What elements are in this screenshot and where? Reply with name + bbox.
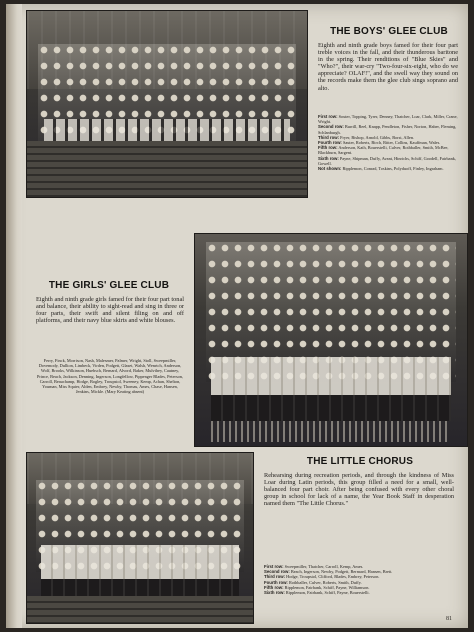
boys-row-7: Not shown: Ripplemon, Conrad, Toskins, Polyduoff, Finley, Ingraham. (318, 166, 444, 172)
boys-glee-club-photo (26, 10, 308, 198)
boys-row-1: First row: Souter, Topping, Tyrer, Denney, Thatcher, Loar, Clark, Miller, Crane, Wright. (318, 114, 458, 125)
girls-glee-club-description: Eighth and ninth grade girls famed for their four part tonal and balance, their ability to sight-read and sing in three or four parts, their swift and silent filing on and off platforms, and their navy blue skirts and white blouses. (36, 296, 184, 325)
boys-row-5: Fifth row: Anderson, Kath, Bouerstelli, Culver, Rothballer, Smith, McBee, Blackburn, Sargent. (318, 145, 449, 156)
boys-row-6: Sixth row: Payne, Shipman, Duffy, Avant, Hinrichs, Schiff, Goodell, Fairbank, Gowell. (318, 155, 456, 166)
little-chorus-description: Rehearsing during recreation periods, and through the kindness of Miss Loar during Latin periods, this group filled a need for a small, well-balanced four part choir. After being confused with every other choral group in school for lack of a name, the Year Book Staff in desperation named them "The Little Chorus." (264, 472, 454, 508)
little-chorus-photo (26, 452, 254, 624)
chorus-row-3: Third row: Hodge, Troupstol, Clifford, Blades, Embrey, Peterson. (264, 574, 380, 580)
girls-glee-club-title: THE GIRLS' GLEE CLUB (48, 280, 170, 291)
chorus-row-1: First row: Sweepmiller, Thatcher, Carroll, Kemp, Ames. (264, 564, 364, 569)
boys-glee-club-description: Eighth and ninth grade boys famed for their four part treble voices in the fall, and their thunderous baritone in the spring. Their renditions of "Blue Skies" and "Who?", their war-cry "Two-four-six-eight, who do we appreciate? OLAF!", and the swell way they sound on the records make them the glee club sings soprano and alto. (318, 42, 458, 92)
boys-row-4: Fourth row: Sauter, Roberts, Birch, Ritter, Collins, Kauffman, Wales. (318, 140, 441, 146)
little-chorus-names (264, 564, 454, 595)
girls-glee-club-photo (194, 233, 468, 447)
little-chorus-title: THE LITTLE CHORUS (306, 456, 414, 467)
boys-glee-club-title: THE BOYS' GLEE CLUB (330, 26, 448, 37)
chorus-row-5: Fifth row: Ripplemon, Fairbank, Schiff, Payne, Williamson. (264, 584, 370, 590)
page-number: 81 (446, 616, 452, 622)
chorus-row-6: Sixth row: Ripplemon, Fairbank, Schiff, Payne, Bouerstelli. (264, 590, 370, 596)
boys-row-2: Second row: Burrill, Reel, Knapp, Pendleton, Fisher, Norton, Haber, Fleming, Schlanburgh. (318, 124, 457, 135)
boys-glee-club-names (318, 114, 458, 171)
chorus-row-2: Second row: Beach, Ingerson, Newby, Podgett, Bermard, Hansen, Brett. (264, 569, 393, 575)
page-binding (6, 4, 22, 628)
girls-glee-club-names: Ferry, Finck, Morrison, Nash, Malesmer, Palmer, Wright, Stoll, Sweepmiller, Dovemody, Dullion, Limbeck, Virden, Podgett, Glaset, Walsh, Wenrtch, Anderson, Wolf, Brooks, Wilkinson, Huebsch, Bernard, Alvord, Baker, Mulvihey, Cautney, Prince, Beach, Jackson, Denning, Ingerson, Longfellow, Pippenger Blades, Peterson, Carroll, Beauchamp, Hodge, Bogley, Troupstol, Sweeney, Kemp, Achan, Shelton, Youman, Miss Squier, Alden, Embrey, Newby, Thomas, Ames, Chase, Hansen, Jenkins, Mickle. (Mary Keating absent) (36, 358, 184, 395)
chorus-row-4: Fourth row: Rothballer, Culver, Roberts, Smith, Duffy. (264, 579, 362, 585)
boys-row-3: Third row: Fryer, Bishop, Arnold, Gibbs, Borst, Allen. (318, 134, 415, 140)
yearbook-page (6, 4, 468, 628)
